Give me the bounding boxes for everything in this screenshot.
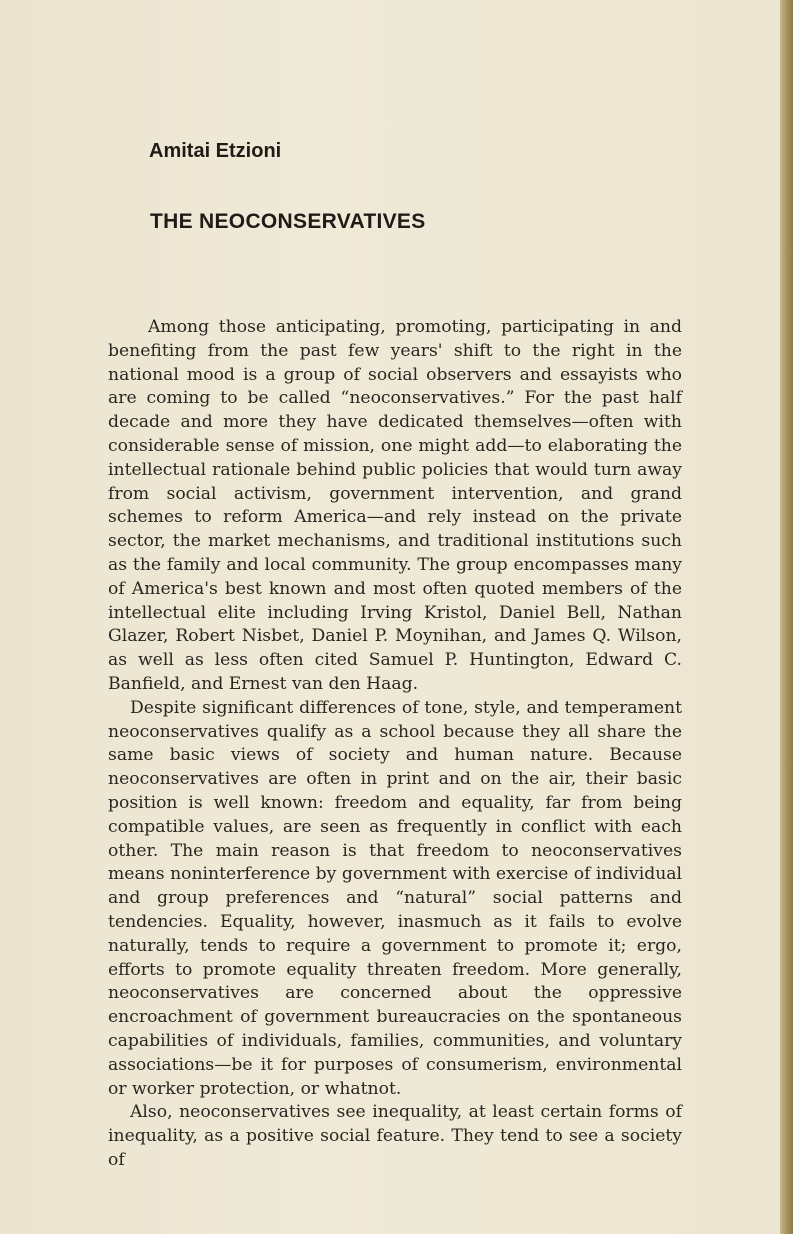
book-spine-edge [780, 0, 793, 1234]
article-title: THE NEOCONSERVATIVES [150, 210, 426, 233]
author-name: Amitai Etzioni [149, 140, 282, 162]
article-body [108, 316, 682, 1173]
paragraph-2: Despite significant differences of tone, style, and temperament neoconservatives qualify as a school because they all share the same basic views of society and human nature. Because neoconservatives are often in print and on the air, their basic position is well known: freedom and equality, far from being compatible values, are seen as frequently in conflict with each other. The main reason is that freedom to neoconservatives means noninterference by government with exercise of individual and group preferences and “natural” social patterns and tendencies. Equality, however, inasmuch as it fails to evolve naturally, tends to require a government to promote it; ergo, efforts to promote equality threaten freedom. More generally, neoconservatives are concerned about the oppressive encroachment of government bureaucracies on the spontaneous capabilities of individuals, families, communities, and voluntary associations—be it for purposes of consumerism, environmental or worker protection, or whatnot. [108, 697, 683, 1099]
paragraph-3: Also, neoconservatives see inequality, at least certain forms of inequality, as a positive social feature. They tend to see a society of [108, 1102, 682, 1170]
paragraph-1: Among those anticipating, promoting, participating in and benefiting from the past few years' shift to the right in the national mood is a group of social observers and essayists who are coming to be called “neoconservatives.” For the past half decade and more they have dedicated themselves—often with considerable sense of mission, one might add—to elaborating the intellectual rationale behind public policies that would turn away from social activism, government intervention, and grand schemes to reform America—and rely instead on the private sector, the market mechanisms, and traditional institutions such as the family and local community. The group encompasses many of America's best known and most often quoted members of the intellectual elite including Irving Kristol, Daniel Bell, Nathan Glazer, Robert Nisbet, Daniel P. Moynihan, and James Q. Wilson, as well as less often cited Samuel P. Huntington, Edward C. Banfield, and Ernest van den Haag. [108, 317, 682, 694]
